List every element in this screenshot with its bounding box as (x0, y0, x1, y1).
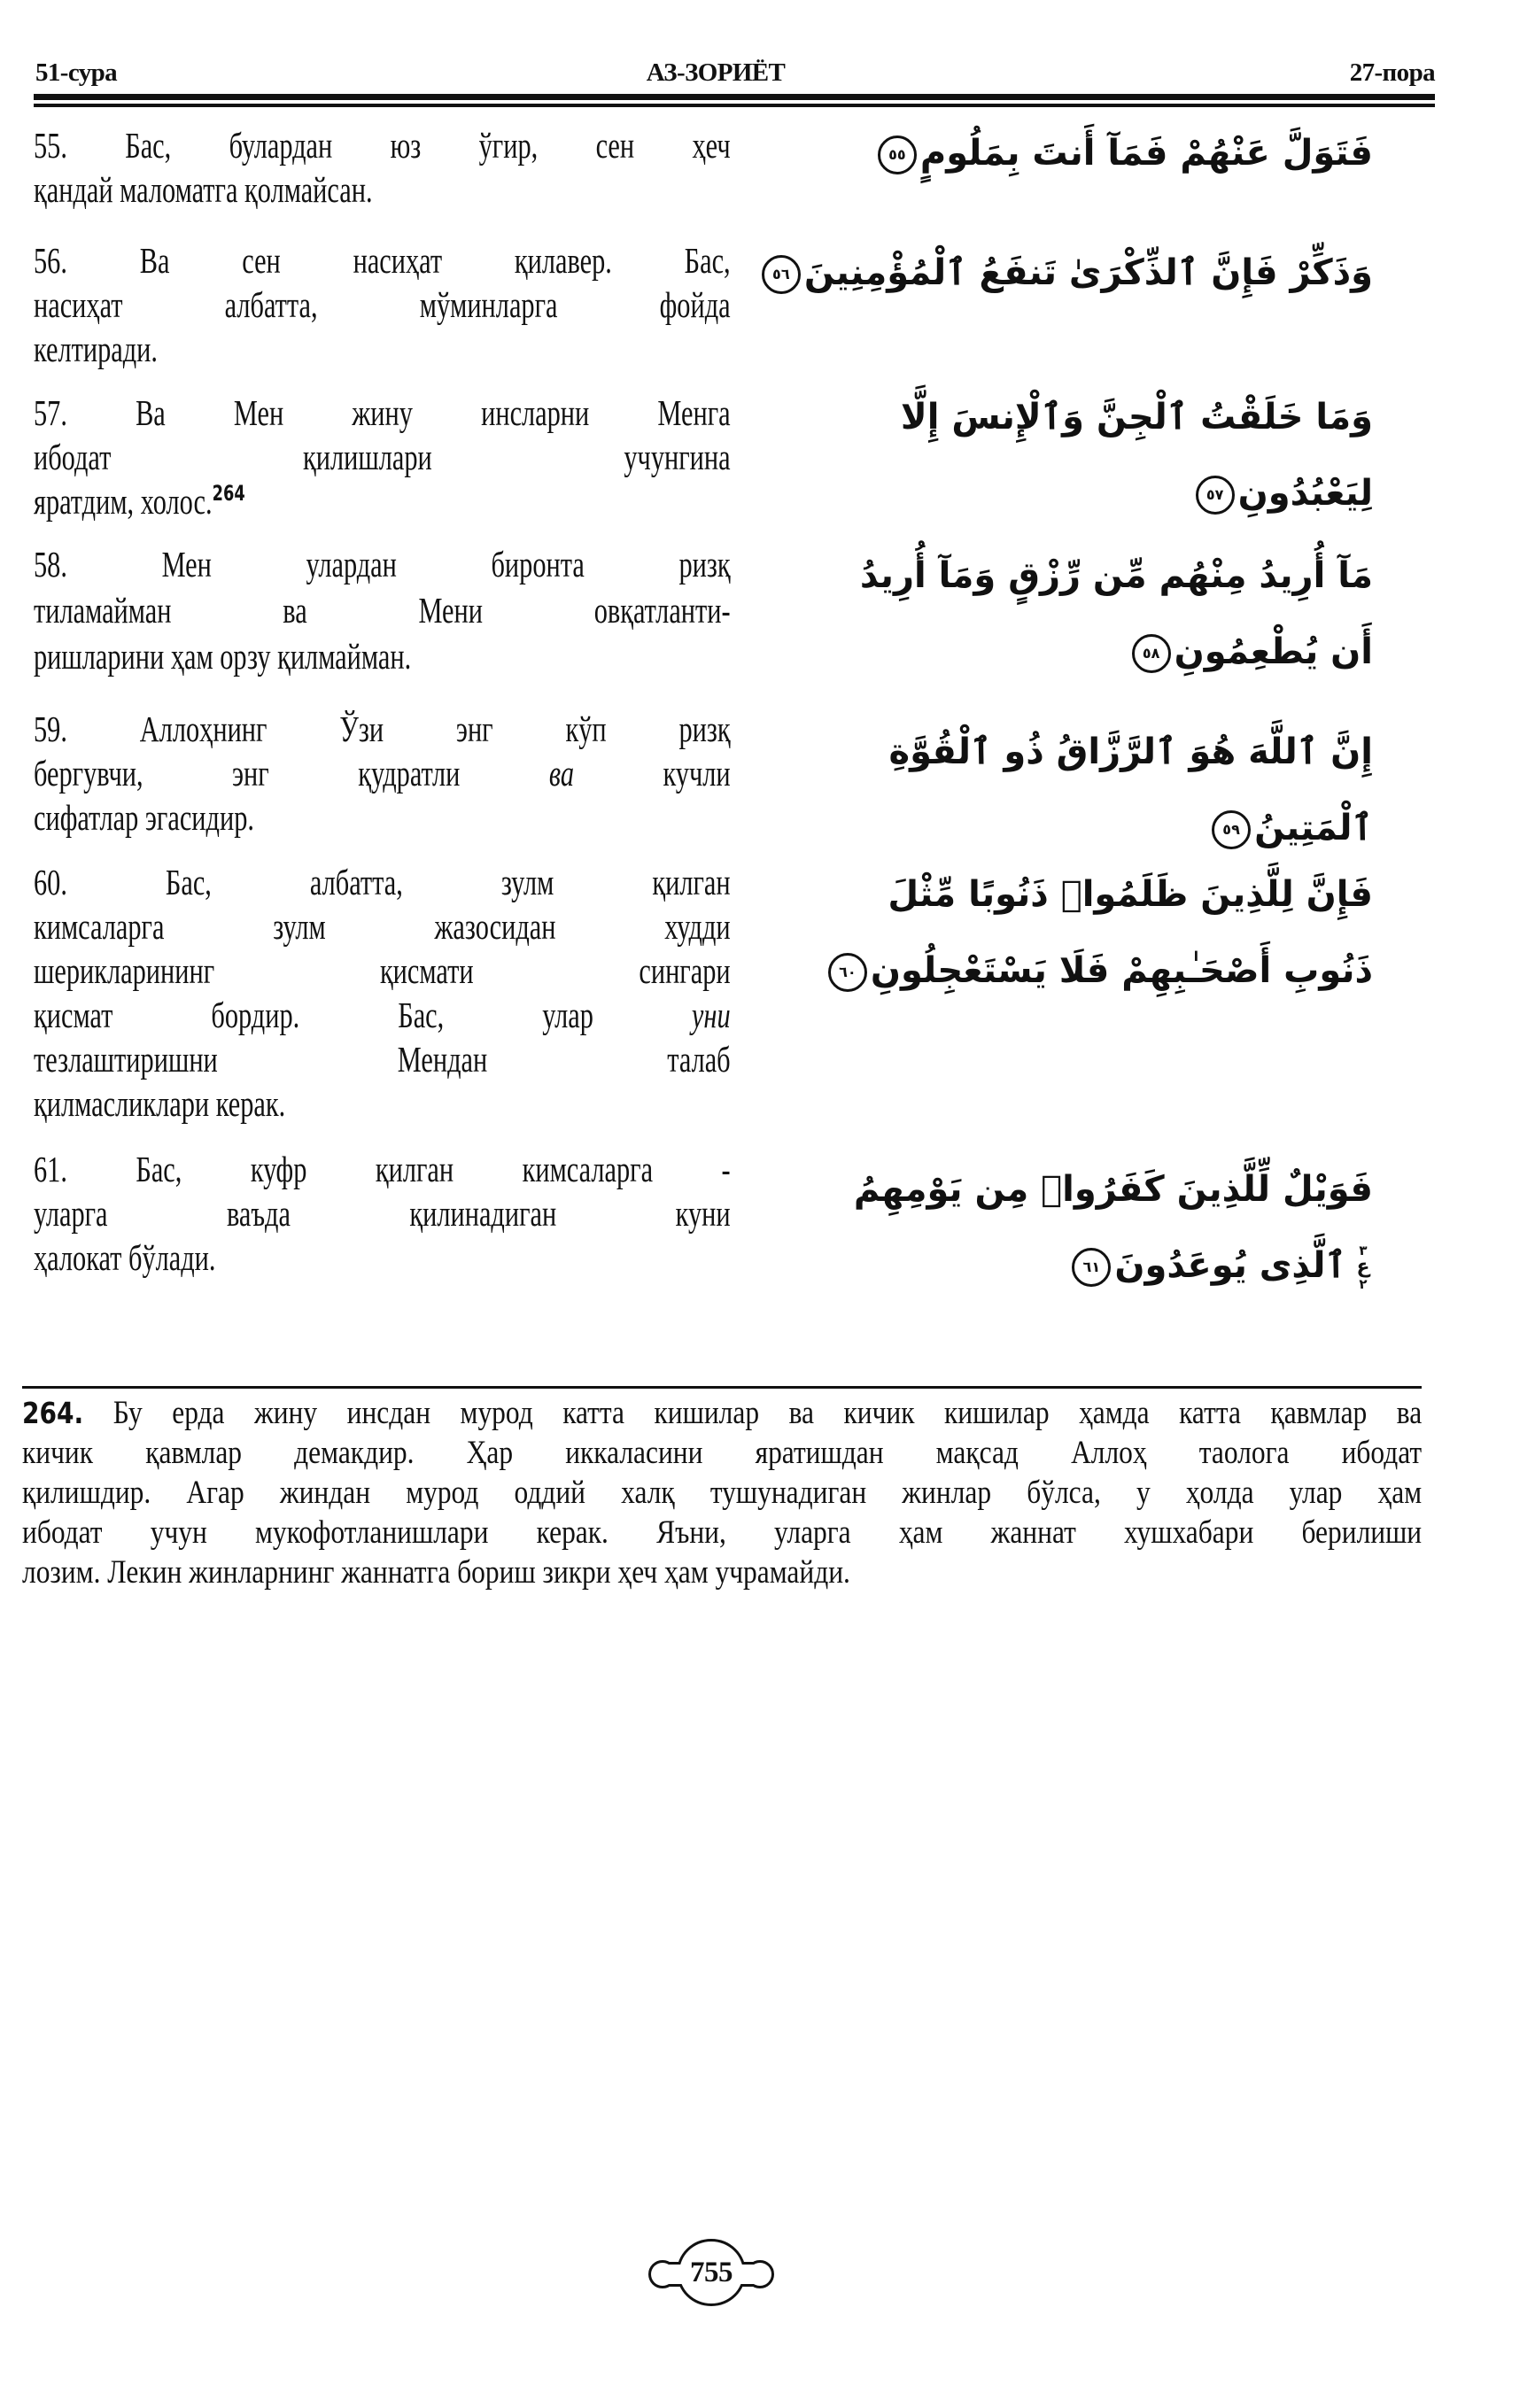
footnote-number: 264. (22, 1396, 84, 1430)
verse-text: тезлаштиришни Мендан талаб (34, 1039, 731, 1080)
verse-text-italic: ва (548, 753, 575, 794)
verse-line (34, 435, 731, 479)
verse-text: Аллоҳнинг Ўзи энг кўп ризқ (139, 708, 731, 749)
verse-end-marker: ٦١ (1072, 1248, 1111, 1287)
footnote-text: Бу ерда жину инсдан мурод катта кишилар ва кичик кишилар ҳамда катта қавмлар ва (112, 1395, 1423, 1431)
verse-text: келтиради. (34, 329, 158, 369)
arabic-line (753, 790, 1373, 866)
verse-line (34, 542, 731, 588)
arabic-line (753, 933, 1373, 1009)
footnote-line (22, 1393, 1422, 1433)
arabic-text: وَمَا خَلَقْتُ ٱلْجِنَّ وَٱلْإِنسَ إِلَّا (900, 397, 1373, 437)
arabic-text: فَتَوَلَّ عَنْهُمْ فَمَآ أَنتَ بِمَلُومٍ (919, 133, 1373, 174)
arabic-line (753, 235, 1373, 311)
ruku-mark-letter: ع (1356, 1256, 1370, 1278)
verse-line (34, 948, 731, 993)
arabic-line (753, 714, 1373, 790)
verse-number: 58. (34, 544, 67, 585)
verse-text: Ва Мен жину инсларни Менга (136, 392, 731, 433)
verse-line (34, 751, 731, 795)
verse-text: Бас, куфр қилган кимсаларга - (136, 1149, 731, 1189)
page-title: АЗ-ЗОРИЁТ (646, 58, 786, 87)
verse-line (34, 123, 731, 167)
verse-text: Бас, булардан юз ўгир, сен ҳеч (125, 125, 731, 166)
verse-number: 56. (34, 240, 67, 281)
verse-end-marker: ٥٥ (878, 135, 917, 174)
verse-translation-55 (34, 123, 731, 212)
arabic-text: أَن يُطْعِمُونِ (1174, 631, 1373, 672)
verse-end-marker: ٥٦ (762, 255, 801, 294)
verse-text-italic: уни (691, 995, 731, 1035)
verse-line (34, 1235, 731, 1280)
footnote-rule (22, 1386, 1422, 1389)
verse-text: Ва сен насиҳат қилавер. Бас, (139, 240, 731, 281)
verse-line (34, 904, 731, 948)
arabic-line (753, 1151, 1373, 1227)
verse-number: 55. (34, 125, 67, 166)
ruku-mark-top: ٣ (1359, 1243, 1368, 1258)
verse-text: Мен улардан биронта ризқ (161, 544, 731, 585)
verse-line (34, 1147, 731, 1191)
footnote-line (22, 1433, 1422, 1473)
verse-text: ибодат қилишлари учунгина (34, 437, 731, 477)
arabic-text: ذَنُوبِ أَصْحَـٰبِهِمْ فَلَا يَسْتَعْجِلُونِ (870, 950, 1373, 991)
footnote-line (22, 1513, 1422, 1552)
juz-label: 27-пора (1349, 58, 1435, 87)
footnote-text: қилишдир. Агар жиндан мурод оддий халқ тушунадиган жинлар бўлса, у ҳолда улар ҳам (22, 1475, 1423, 1511)
verse-number: 61. (34, 1149, 67, 1189)
footnote-text: лозим. Лекин жинларнинг жаннатга бориш зикри ҳеч ҳам учрамайди. (22, 1554, 850, 1591)
verse-translation-59 (34, 707, 731, 840)
verse-text: қандай маломатга қолмайсан. (34, 169, 373, 210)
verse-text: яратдим, холос. (34, 481, 213, 522)
verse-text: кимсаларга зулм жазосидан худди (34, 906, 731, 947)
footnote (22, 1393, 1422, 1592)
verse-line (34, 479, 731, 523)
verse-line (34, 634, 731, 680)
verse-line (34, 327, 731, 371)
verse-arabic-55 (753, 115, 1373, 191)
footnote-text: кичик қавмлар демакдир. Ҳар иккаласини яратишдан мақсад Аллоҳ таолога ибодат (22, 1435, 1423, 1471)
verse-end-marker: ٥٧ (1196, 476, 1235, 515)
arabic-line (753, 115, 1373, 191)
arabic-line (753, 379, 1373, 455)
verse-end-marker: ٦٠ (828, 953, 867, 992)
arabic-text: مَآ أُرِيدُ مِنْهُم مِّن رِّزْقٍ وَمَآ أُرِيدُ (859, 555, 1373, 596)
arabic-text: فَوَيْلٌ لِّلَّذِينَ كَفَرُوا۟ مِن يَوْمِهِمُ (853, 1169, 1373, 1210)
footnote-reference: 264 (212, 481, 245, 506)
verse-text: шерикларининг қисмати сингари (34, 950, 731, 991)
ruku-mark (1353, 1243, 1373, 1291)
verse-line (34, 1037, 731, 1081)
verse-line (34, 707, 731, 751)
verse-line (34, 588, 731, 634)
arabic-line (753, 856, 1373, 933)
verse-number: 57. (34, 392, 67, 433)
verse-line (34, 860, 731, 904)
verse-number: 60. (34, 862, 67, 902)
verse-arabic-59 (753, 714, 1373, 866)
page-number: 755 (690, 2257, 733, 2288)
verse-line (34, 391, 731, 435)
verse-line (34, 795, 731, 840)
surah-label: 51-сура (35, 58, 118, 87)
arabic-text: ٱلَّذِى يُوعَدُونَ (1114, 1245, 1346, 1286)
verse-translation-61 (34, 1147, 731, 1280)
verse-text: уларга ваъда қилинадиган куни (34, 1193, 731, 1234)
verse-text: ҳалокат бўлади. (34, 1237, 216, 1278)
verse-text: насиҳат албатта, мўминларга фойда (34, 284, 731, 325)
footnote-text: ибодат учун мукофотланишлари керак. Яъни, уларга ҳам жаннат хушхабари берилиши (22, 1514, 1423, 1551)
verse-translation-58 (34, 542, 731, 680)
verse-arabic-58 (753, 538, 1373, 690)
verse-text: тиламайман ва Мени овқатланти- (34, 590, 731, 631)
verse-line (34, 1081, 731, 1126)
arabic-text: وَذَكِّرْ فَإِنَّ ٱلذِّكْرَىٰ تَنفَعُ ٱلْمُؤْمِنِينَ (803, 252, 1373, 293)
verse-text: қилмасликлари керак. (34, 1083, 286, 1124)
verse-line (34, 1191, 731, 1235)
verse-arabic-56 (753, 235, 1373, 311)
verse-translation-57 (34, 391, 731, 523)
arabic-line (753, 614, 1373, 690)
verse-text: Бас, албатта, зулм қилган (165, 862, 731, 902)
footnote-line (22, 1552, 1422, 1592)
arabic-line (753, 455, 1373, 531)
arabic-line (753, 1227, 1373, 1304)
verse-text: бергувчи, энг қудратли (34, 753, 549, 794)
translation-column (34, 0, 731, 1328)
arabic-text: فَإِنَّ لِلَّذِينَ ظَلَمُوا۟ ذَنُوبًا مِّثْلَ (888, 874, 1373, 915)
arabic-line (753, 538, 1373, 614)
arabic-text: ٱلْمَتِينُ (1254, 808, 1373, 848)
verse-text: кучли (574, 753, 731, 794)
verse-end-marker: ٥٨ (1132, 634, 1171, 673)
arabic-text: إِنَّ ٱللَّهَ هُوَ ٱلرَّزَّاقُ ذُو ٱلْقُوَّةِ (888, 732, 1373, 772)
verse-arabic-60 (753, 856, 1373, 1009)
verse-number: 59. (34, 708, 67, 749)
verse-line (34, 283, 731, 327)
verse-translation-56 (34, 238, 731, 371)
arabic-text: لِيَعْبُدُونِ (1237, 473, 1373, 514)
verse-text: ришларини ҳам орзу қилмайман. (34, 636, 412, 677)
verse-arabic-57 (753, 379, 1373, 531)
verse-end-marker: ٥٩ (1212, 810, 1251, 849)
verse-text: қисмат бордир. Бас, улар (34, 995, 692, 1035)
verse-line (34, 993, 731, 1037)
footnote-line (22, 1473, 1422, 1513)
verse-translation-60 (34, 860, 731, 1126)
verse-text: сифатлар эгасидир. (34, 797, 254, 838)
verse-arabic-61 (753, 1151, 1373, 1304)
ruku-mark-bottom: ٢ (1359, 1276, 1368, 1292)
verse-line (34, 167, 731, 212)
verse-line (34, 238, 731, 283)
